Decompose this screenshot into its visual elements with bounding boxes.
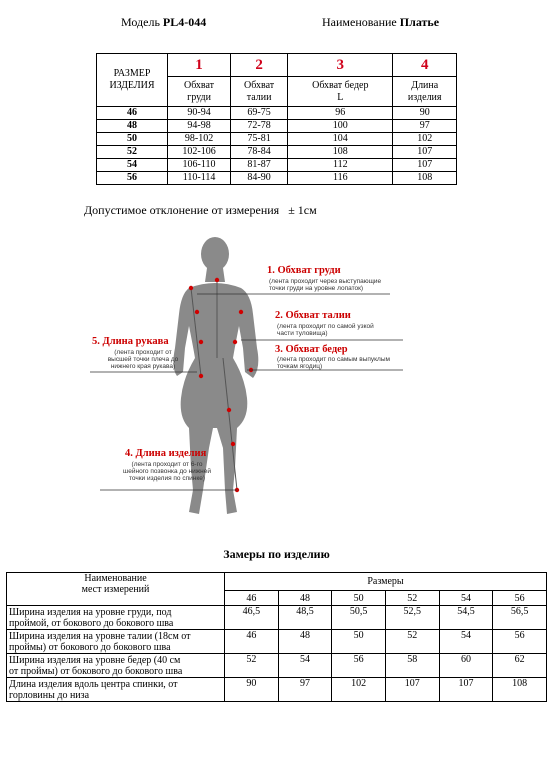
cell-size: 54 bbox=[97, 159, 168, 172]
tolerance-value: ± 1см bbox=[288, 203, 317, 217]
measure-name bbox=[7, 678, 225, 702]
name-header-cell bbox=[7, 573, 225, 606]
label-line: (лента проходит по самой узкой bbox=[277, 323, 374, 330]
cell-length: 107 bbox=[393, 159, 457, 172]
size-row bbox=[97, 107, 457, 120]
column-header-waist bbox=[231, 77, 288, 107]
size-row bbox=[97, 120, 457, 133]
measure-value: 50,5 bbox=[332, 606, 386, 630]
cell-hips: 104 bbox=[288, 133, 393, 146]
cell-waist: 75-81 bbox=[231, 133, 288, 146]
label-line: точкам ягодиц) bbox=[277, 363, 323, 370]
measure-name-line: от проймы) от бокового до бокового шва bbox=[9, 665, 183, 677]
measure-name bbox=[7, 654, 225, 678]
label-title: 3. Обхват бедер bbox=[275, 344, 348, 355]
size-table bbox=[96, 53, 457, 185]
measure-value: 48,5 bbox=[278, 606, 332, 630]
label-line: точки изделия по спинке) bbox=[128, 475, 206, 482]
cell-waist: 81-87 bbox=[231, 159, 288, 172]
cell-chest: 106-110 bbox=[168, 159, 231, 172]
sizes-header: Размеры bbox=[225, 573, 547, 591]
measure-value: 56 bbox=[493, 630, 547, 654]
measure-row bbox=[7, 630, 547, 654]
name-value: Платье bbox=[399, 15, 440, 29]
measure-value: 54 bbox=[278, 654, 332, 678]
measure-value: 107 bbox=[385, 678, 439, 702]
cell-waist: 72-78 bbox=[231, 120, 288, 133]
tolerance-line bbox=[84, 203, 317, 218]
label-chest bbox=[267, 265, 382, 292]
header-line: талии bbox=[246, 91, 272, 103]
measurement-figure bbox=[85, 228, 470, 533]
measure-value: 48 bbox=[278, 630, 332, 654]
cell-length: 108 bbox=[393, 172, 457, 185]
measure-value: 50 bbox=[332, 630, 386, 654]
size-row bbox=[97, 172, 457, 185]
measures-title: Замеры по изделию bbox=[223, 547, 330, 561]
cell-chest: 102-106 bbox=[168, 146, 231, 159]
header-line: Обхват bbox=[244, 79, 275, 91]
measure-name-line: Ширина изделия на уровне бедер (40 см bbox=[9, 654, 181, 666]
size-header-cell bbox=[97, 54, 168, 107]
model-line bbox=[121, 15, 206, 30]
cell-chest: 94-98 bbox=[168, 120, 231, 133]
model-value: PL4-044 bbox=[162, 15, 207, 29]
measure-value: 108 bbox=[493, 678, 547, 702]
cell-waist: 84-90 bbox=[231, 172, 288, 185]
cell-length: 107 bbox=[393, 146, 457, 159]
name-label: Наименование bbox=[322, 15, 397, 29]
size-header-cell: 48 bbox=[278, 591, 332, 606]
cell-waist: 78-84 bbox=[231, 146, 288, 159]
cell-hips: 116 bbox=[288, 172, 393, 185]
cell-hips: 112 bbox=[288, 159, 393, 172]
size-header-cell: 52 bbox=[385, 591, 439, 606]
cell-hips: 108 bbox=[288, 146, 393, 159]
label-line: шейного позвонка до нижней bbox=[123, 468, 211, 475]
label-waist bbox=[275, 310, 374, 337]
size-table-body bbox=[97, 107, 457, 185]
measures-table bbox=[6, 572, 547, 702]
measure-value: 46 bbox=[225, 630, 279, 654]
cell-waist: 69-75 bbox=[231, 107, 288, 120]
header-line: Обхват бедер bbox=[312, 79, 369, 91]
label-title: 5. Длина рукава bbox=[92, 336, 169, 347]
size-header-line: РАЗМЕР bbox=[113, 68, 151, 79]
measure-value: 107 bbox=[439, 678, 493, 702]
measure-value: 52,5 bbox=[385, 606, 439, 630]
label-line: (лента проходит по самым выпуклым bbox=[277, 356, 390, 363]
measure-name-line: горловины до низа bbox=[9, 689, 90, 701]
measure-value: 54 bbox=[439, 630, 493, 654]
column-header-chest bbox=[168, 77, 231, 107]
column-number: 4 bbox=[393, 54, 457, 77]
label-line: части туловища) bbox=[277, 330, 328, 337]
size-row bbox=[97, 133, 457, 146]
measure-value: 97 bbox=[278, 678, 332, 702]
label-line: (лента проходит через выступающие bbox=[269, 278, 382, 285]
measure-value: 62 bbox=[493, 654, 547, 678]
label-title: 2. Обхват талии bbox=[275, 310, 351, 321]
column-number: 2 bbox=[231, 54, 288, 77]
measure-value: 46,5 bbox=[225, 606, 279, 630]
size-row bbox=[97, 159, 457, 172]
model-label: Модель bbox=[121, 15, 160, 29]
measure-value: 54,5 bbox=[439, 606, 493, 630]
name-line bbox=[322, 15, 439, 30]
measures-table-body bbox=[7, 606, 547, 702]
measure-row bbox=[7, 678, 547, 702]
label-sleeve bbox=[92, 336, 179, 370]
size-header-cell: 54 bbox=[439, 591, 493, 606]
header-line: Обхват bbox=[183, 79, 215, 91]
cell-chest: 90-94 bbox=[168, 107, 231, 120]
cell-size: 50 bbox=[97, 133, 168, 146]
label-title: 1. Обхват груди bbox=[267, 265, 341, 276]
cell-size: 52 bbox=[97, 146, 168, 159]
measure-name-line: проймой, от бокового до бокового шва bbox=[9, 617, 174, 629]
column-header-hips bbox=[288, 77, 393, 107]
label-line: (лента проходит от 6-го bbox=[131, 461, 203, 468]
measure-value: 60 bbox=[439, 654, 493, 678]
measure-name bbox=[7, 630, 225, 654]
size-header-cell: 46 bbox=[225, 591, 279, 606]
label-line: нижнего края рукава) bbox=[110, 363, 176, 370]
size-header-line: ИЗДЕЛИЯ bbox=[109, 80, 155, 91]
cell-chest: 110-114 bbox=[168, 172, 231, 185]
tolerance-label: Допустимое отклонение от измерения bbox=[84, 203, 280, 217]
size-header-cell: 50 bbox=[332, 591, 386, 606]
measure-name-line: проймы) от бокового до бокового шва bbox=[9, 641, 171, 653]
cell-hips: 96 bbox=[288, 107, 393, 120]
label-line: высшей точки плеча до bbox=[107, 356, 179, 363]
header-line: Наименование bbox=[84, 573, 147, 584]
header-line: груди bbox=[187, 91, 211, 103]
cell-size: 56 bbox=[97, 172, 168, 185]
measure-name-line: Длина изделия вдоль центра спинки, от bbox=[9, 678, 178, 690]
measure-value: 52 bbox=[225, 654, 279, 678]
label-hips bbox=[275, 344, 391, 370]
measure-value: 58 bbox=[385, 654, 439, 678]
cell-size: 48 bbox=[97, 120, 168, 133]
measure-name-line: Ширина изделия на уровне талии (18см от bbox=[9, 630, 191, 642]
cell-size: 46 bbox=[97, 107, 168, 120]
label-title: 4. Длина изделия bbox=[125, 448, 207, 459]
size-row bbox=[97, 146, 457, 159]
header-line: мест измерений bbox=[81, 584, 150, 595]
column-number: 1 bbox=[168, 54, 231, 77]
column-number: 3 bbox=[288, 54, 393, 77]
measure-value: 90 bbox=[225, 678, 279, 702]
header-line: L bbox=[337, 91, 344, 103]
measure-row bbox=[7, 606, 547, 630]
column-header-length bbox=[393, 77, 457, 107]
measure-value: 102 bbox=[332, 678, 386, 702]
cell-hips: 100 bbox=[288, 120, 393, 133]
cell-chest: 98-102 bbox=[168, 133, 231, 146]
header-line: изделия bbox=[407, 91, 442, 103]
size-header-cell: 56 bbox=[493, 591, 547, 606]
measure-name-line: Ширина изделия на уровне груди, под bbox=[9, 606, 172, 618]
cell-length: 97 bbox=[393, 120, 457, 133]
measure-value: 56,5 bbox=[493, 606, 547, 630]
label-line: (лента проходит от bbox=[114, 349, 172, 356]
label-length bbox=[123, 448, 211, 482]
label-line: точки груди на уровне лопаток) bbox=[269, 285, 364, 292]
measure-name bbox=[7, 606, 225, 630]
cell-length: 102 bbox=[393, 133, 457, 146]
header-line: Длина bbox=[411, 79, 439, 91]
measure-value: 56 bbox=[332, 654, 386, 678]
measure-row bbox=[7, 654, 547, 678]
cell-length: 90 bbox=[393, 107, 457, 120]
measure-value: 52 bbox=[385, 630, 439, 654]
